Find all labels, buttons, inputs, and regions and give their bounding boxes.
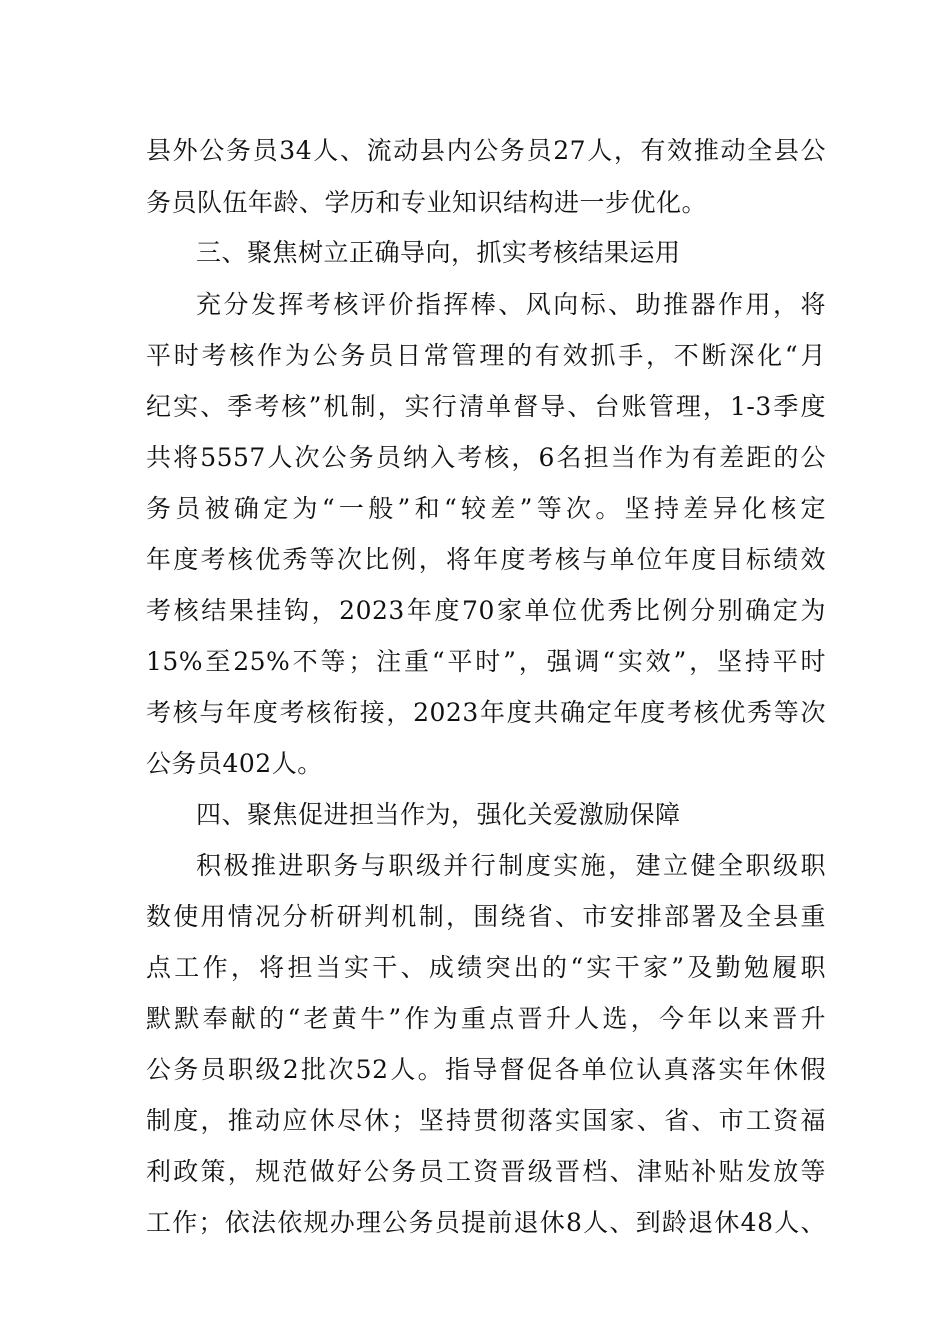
text-line: 数使用情况分析研判机制，围绕省、市安排部署及全县重 xyxy=(146,902,826,931)
text-line: 务员队伍年龄、学历和专业知识结构进一步优化。 xyxy=(146,188,708,217)
section-heading: 三、聚焦树立正确导向，抓实考核结果运用 xyxy=(196,238,681,267)
section-heading: 四、聚焦促进担当作为，强化关爱激励保障 xyxy=(196,800,681,829)
text-line: 考核结果挂钩，2023年度70家单位优秀比例分别确定为 xyxy=(146,596,826,625)
text-line: 共将5557人次公务员纳入考核，6名担当作为有差距的公 xyxy=(146,443,826,472)
paragraph-first-line: 积极推进职务与职级并行制度实施，建立健全职级职 xyxy=(196,851,826,880)
text-line: 年度考核优秀等次比例，将年度考核与单位年度目标绩效 xyxy=(146,545,826,574)
text-line: 工作；依法依规办理公务员提前退休8人、到龄退休48人、 xyxy=(146,1208,826,1237)
text-line: 县外公务员34人、流动县内公务员27人，有效推动全县公 xyxy=(146,136,826,165)
text-line: 公务员职级2批次52人。指导督促各单位认真落实年休假 xyxy=(146,1055,826,1084)
paragraph-first-line: 充分发挥考核评价指挥棒、风向标、助推器作用，将 xyxy=(196,290,826,319)
text-line: 务员被确定为“一般”和“较差”等次。坚持差异化核定 xyxy=(146,494,826,523)
text-line: 制度，推动应休尽休；坚持贯彻落实国家、省、市工资福 xyxy=(146,1106,826,1135)
text-line: 考核与年度考核衔接，2023年度共确定年度考核优秀等次 xyxy=(146,698,826,727)
text-line: 15%至25%不等；注重“平时”，强调“实效”，坚持平时 xyxy=(146,647,826,676)
text-line: 点工作，将担当实干、成绩突出的“实干家”及勤勉履职 xyxy=(146,953,826,982)
text-line: 平时考核作为公务员日常管理的有效抓手，不断深化“月 xyxy=(146,341,826,370)
text-line: 默默奉献的“老黄牛”作为重点晋升人选，今年以来晋升 xyxy=(146,1004,826,1033)
text-line: 利政策，规范做好公务员工资晋级晋档、津贴补贴发放等 xyxy=(146,1157,826,1186)
text-line: 公务员402人。 xyxy=(146,749,323,778)
text-line: 纪实、季考核”机制，实行清单督导、台账管理，1-3季度 xyxy=(146,392,826,421)
